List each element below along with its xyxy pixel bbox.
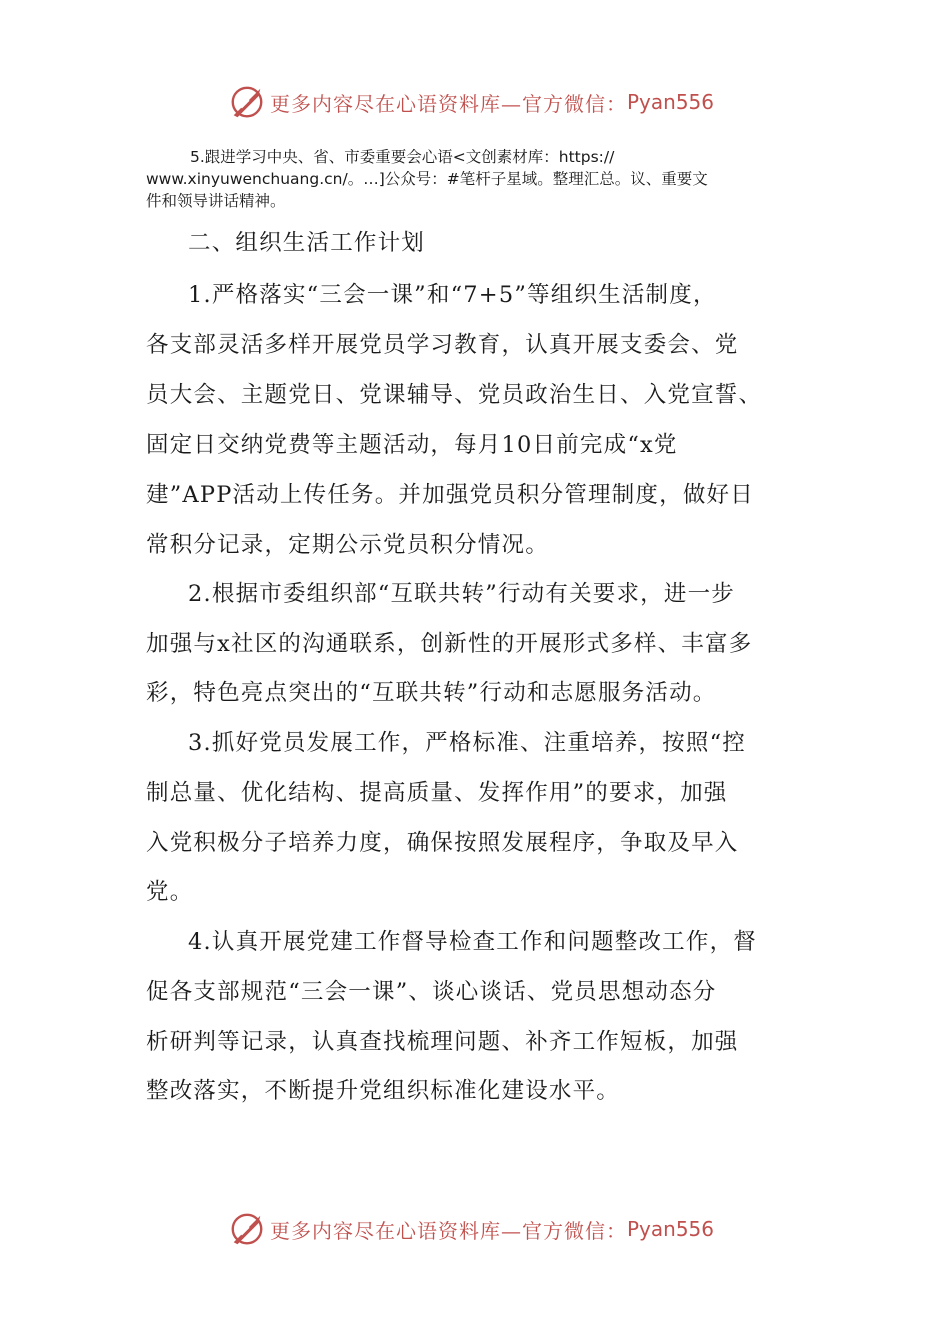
note-line: 件和领导讲话精神。 bbox=[146, 192, 286, 210]
note-line: www.xinyuwenchuang.cn/。…]公众号：#笔杆子星域。整理汇总。议、重要文 bbox=[146, 170, 708, 188]
banner-text: 更多内容尽在心语资料库—官方微信： bbox=[270, 91, 627, 116]
paragraph-line: 建”APP活动上传任务。并加强党员积分管理制度，做好日 bbox=[146, 482, 754, 508]
pen-logo-icon bbox=[228, 1210, 266, 1248]
paragraph-line: 促各支部规范“三会一课”、谈心谈话、党员思想动态分 bbox=[146, 979, 717, 1005]
paragraph-line: 3.抓好党员发展工作，严格标准、注重培养，按照“控 bbox=[188, 730, 746, 756]
paragraph-line: 各支部灵活多样开展党员学习教育，认真开展支委会、党 bbox=[146, 332, 739, 358]
paragraph-line: 2.根据市委组织部“互联共转”行动有关要求，进一步 bbox=[188, 581, 735, 607]
note-line: 5.跟进学习中央、省、市委重要会心语<文创素材库：https:// bbox=[190, 148, 615, 166]
banner-wechat-id: Pyan556 bbox=[627, 1217, 715, 1241]
paragraph-line: 1.严格落实“三会一课”和“7+5”等组织生活制度， bbox=[188, 282, 717, 308]
paragraph-line: 制总量、优化结构、提高质量、发挥作用”的要求，加强 bbox=[146, 780, 728, 806]
paragraph-line: 固定日交纳党费等主题活动，每月10日前完成“x党 bbox=[146, 432, 678, 458]
paragraph-line: 彩，特色亮点突出的“互联共转”行动和志愿服务活动。 bbox=[146, 680, 717, 706]
paragraph-line: 常积分记录，定期公示党员积分情况。 bbox=[146, 532, 549, 558]
paragraph-line: 党。 bbox=[146, 879, 194, 905]
paragraph-line: 员大会、主题党日、党课辅导、党员政治生日、入党宣誓、 bbox=[146, 382, 763, 408]
paragraph-line: 加强与x社区的沟通联系，创新性的开展形式多样、丰富多 bbox=[146, 631, 753, 657]
paragraph-line: 4.认真开展党建工作督导检查工作和问题整改工作，督 bbox=[188, 929, 757, 955]
pen-logo-icon bbox=[228, 83, 266, 121]
section-title: 二、组织生活工作计划 bbox=[188, 230, 426, 256]
paragraph-line: 整改落实，不断提升党组织标准化建设水平。 bbox=[146, 1078, 621, 1104]
inserted-note bbox=[146, 146, 806, 212]
paragraph-line: 入党积极分子培养力度，确保按照发展程序，争取及早入 bbox=[146, 830, 739, 856]
banner-wechat-id: Pyan556 bbox=[627, 90, 715, 114]
header-watermark-banner bbox=[228, 82, 728, 122]
footer-watermark-banner bbox=[228, 1209, 728, 1249]
paragraph-line: 析研判等记录，认真查找梳理问题、补齐工作短板，加强 bbox=[146, 1029, 739, 1055]
banner-text: 更多内容尽在心语资料库—官方微信： bbox=[270, 1218, 627, 1243]
